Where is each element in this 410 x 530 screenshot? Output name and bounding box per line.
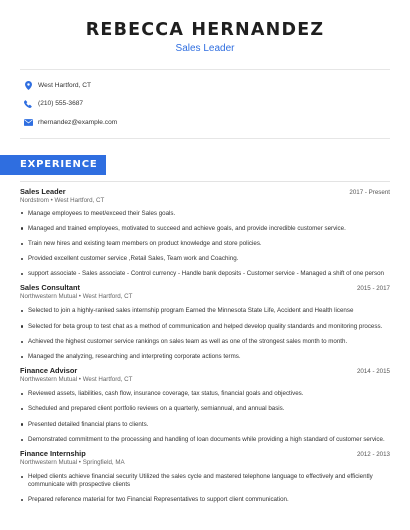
job-company: Northwestern Mutual • West Hartford, CT bbox=[20, 293, 133, 301]
email-icon bbox=[22, 116, 34, 128]
location-pin-icon bbox=[22, 79, 34, 91]
job-dates: 2017 - Present bbox=[349, 188, 390, 196]
job-bullet: Scheduled and prepared client portfolio reviews on a quarterly, semiannual, and annual basis. bbox=[20, 405, 390, 413]
job-company: Nordstrom • West Hartford, CT bbox=[20, 196, 105, 204]
job-bullet: Presented detailed financial plans to clients. bbox=[20, 421, 390, 429]
email-text: rhernandez@example.com bbox=[38, 118, 118, 126]
contact-location bbox=[22, 76, 410, 95]
job-bullet: Prepared reference material for two Financial Representatives to support client communication. bbox=[20, 496, 390, 504]
job-bullets bbox=[20, 307, 390, 361]
job-dates: 2012 - 2013 bbox=[356, 450, 390, 458]
job-bullet: Manage employees to meet/exceed their Sales goals. bbox=[20, 210, 390, 218]
phone-icon bbox=[22, 98, 34, 110]
section-divider bbox=[20, 181, 390, 182]
job-bullet: Selected to join a highly-ranked sales internship program Earned the Minnesota State Life, Accident and Health license bbox=[20, 307, 390, 315]
job-bullets bbox=[20, 210, 390, 279]
job-title: Finance Advisor bbox=[20, 366, 78, 375]
job-bullets bbox=[20, 390, 390, 444]
job-entry bbox=[20, 366, 390, 444]
job-entry bbox=[20, 283, 390, 361]
job-dates: 2015 - 2017 bbox=[356, 285, 390, 293]
job-title: Sales Leader bbox=[20, 186, 66, 196]
job-bullet: Provided excellent customer service ,Retail Sales, Team work and Coaching. bbox=[20, 255, 390, 263]
contact-list bbox=[0, 70, 410, 138]
job-bullet: Reviewed assets, liabilities, cash flow, insurance coverage, tax status, financial goals and objectives. bbox=[20, 390, 390, 398]
job-bullet: Managed and trained employees, motivated to succeed and achieve goals, and provide incredible customer service. bbox=[20, 225, 390, 233]
contact-email bbox=[22, 113, 410, 132]
job-bullet: Helped clients achieve financial security Utilized the sales cycle and mastered telephone language to effectively and efficiently communicate with prospective clients bbox=[20, 473, 390, 489]
contact-phone bbox=[22, 95, 410, 114]
job-title: Finance Internship bbox=[20, 448, 86, 458]
location-text: West Hartford, CT bbox=[38, 81, 92, 89]
job-bullets bbox=[20, 473, 390, 504]
section-heading-experience: EXPERIENCE bbox=[0, 155, 106, 175]
job-entry bbox=[20, 187, 390, 279]
job-bullet: Selected for beta group to test chat as a method of communication and helped develop quality standards and monitoring process. bbox=[20, 323, 390, 331]
job-company: Northwestern Mutual • West Hartford, CT bbox=[20, 376, 133, 383]
job-dates: 2014 - 2015 bbox=[356, 368, 390, 375]
candidate-name: REBECCA HERNANDEZ bbox=[85, 20, 325, 40]
job-bullet: support associate - Sales associate - Control currency - Handle bank deposits - Customer service - Managed a shift of one person bbox=[20, 270, 390, 278]
contact-divider bbox=[20, 138, 390, 139]
job-bullet: Demonstrated commitment to the processing and handling of loan documents while providing a high standard of customer service. bbox=[20, 436, 390, 444]
job-bullet: Train new hires and existing team members on product knowledge and store policies. bbox=[20, 240, 390, 248]
phone-text: (210) 555-3687 bbox=[38, 100, 84, 108]
job-title: Sales Consultant bbox=[20, 283, 80, 293]
job-entry bbox=[20, 449, 390, 504]
experience-list bbox=[0, 187, 410, 505]
job-company: Northwestern Mutual • Springfield, MA bbox=[20, 458, 125, 466]
job-bullet: Managed the analyzing, researching and interpreting corporate actions terms. bbox=[20, 353, 390, 361]
candidate-role: Sales Leader bbox=[175, 43, 235, 54]
job-bullet: Achieved the highest customer service rankings on sales team as well as one of the strongest sales month to month. bbox=[20, 338, 390, 346]
